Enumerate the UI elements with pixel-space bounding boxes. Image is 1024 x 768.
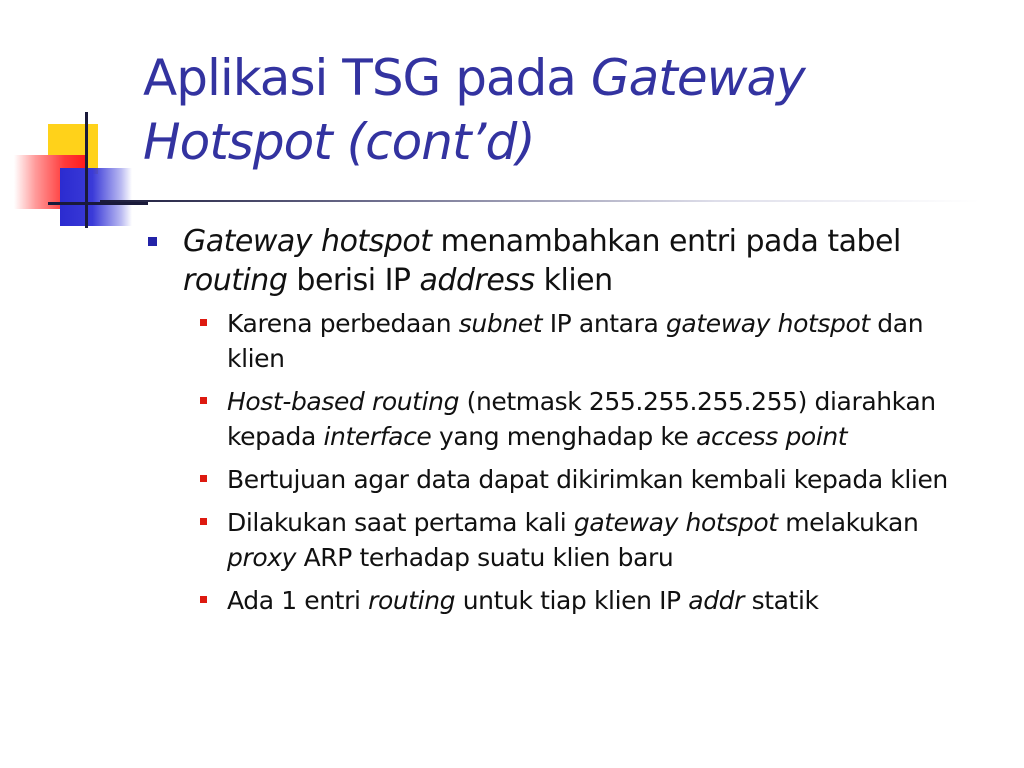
text-segment: dan klien bbox=[227, 309, 924, 373]
text-segment: gateway hotspot bbox=[665, 309, 870, 338]
text-segment: Karena perbedaan bbox=[227, 309, 459, 338]
sub-bullet-item bbox=[150, 583, 987, 618]
slide-title bbox=[143, 46, 1003, 174]
sub-bullet-item bbox=[150, 306, 987, 376]
text-segment: proxy bbox=[227, 543, 297, 572]
text-segment: menambahkan entri pada tabel bbox=[431, 224, 901, 259]
text-segment: klien bbox=[534, 263, 613, 298]
text-segment: Gateway hotspot bbox=[183, 224, 432, 259]
sub-bullet-text bbox=[227, 586, 819, 615]
text-segment: routing bbox=[183, 263, 288, 298]
vertical-line-shape bbox=[85, 112, 88, 228]
square-bullet-icon bbox=[200, 397, 207, 404]
sub-bullet-text bbox=[227, 508, 918, 572]
slide-body bbox=[150, 222, 980, 626]
text-segment: address bbox=[419, 263, 535, 298]
text-segment: berisi IP bbox=[287, 263, 420, 298]
text-segment: Dilakukan saat pertama kali bbox=[227, 508, 574, 537]
text-segment: untuk tiap klien IP bbox=[455, 586, 689, 615]
text-segment: access point bbox=[696, 422, 848, 451]
text-segment: addr bbox=[688, 586, 745, 615]
text-segment: yang menghadap ke bbox=[431, 422, 697, 451]
square-bullet-icon bbox=[200, 319, 207, 326]
text-segment: (netmask 255.255.255.255) diarahkan kepada bbox=[227, 387, 936, 451]
logo-decoration bbox=[0, 0, 160, 240]
horizontal-line-shape bbox=[48, 202, 148, 205]
text-segment: ARP terhadap suatu klien baru bbox=[296, 543, 674, 572]
bullet-item bbox=[150, 222, 980, 300]
text-segment: subnet bbox=[458, 309, 543, 338]
slide-title-main: Aplikasi TSG pada bbox=[143, 49, 591, 107]
text-segment: Bertujuan agar data dapat dikirimkan kembali kepada klien bbox=[227, 465, 948, 494]
square-bullet-icon bbox=[200, 475, 207, 482]
sub-bullet-item bbox=[150, 384, 987, 454]
title-divider bbox=[100, 200, 980, 202]
square-bullet-icon bbox=[200, 596, 207, 603]
text-segment: Host-based routing bbox=[227, 387, 460, 416]
square-bullet-icon bbox=[200, 518, 207, 525]
blue-gradient-shape bbox=[60, 168, 132, 226]
text-segment: IP antara bbox=[542, 309, 666, 338]
sub-bullet-text bbox=[227, 387, 936, 451]
sub-bullet-text bbox=[227, 309, 923, 373]
text-segment: statik bbox=[744, 586, 819, 615]
square-bullet-icon bbox=[148, 237, 157, 246]
text-segment: routing bbox=[368, 586, 456, 615]
sub-bullet-item bbox=[150, 462, 987, 497]
text-segment: interface bbox=[323, 422, 432, 451]
slide-title-italic: Gateway Hotspot (cont’d) bbox=[143, 49, 805, 171]
bullet-text bbox=[183, 224, 901, 298]
sub-bullet-text bbox=[227, 465, 948, 494]
text-segment: gateway hotspot bbox=[573, 508, 778, 537]
text-segment: Ada 1 entri bbox=[227, 586, 369, 615]
sub-bullet-item bbox=[150, 505, 987, 575]
text-segment: melakukan bbox=[777, 508, 919, 537]
